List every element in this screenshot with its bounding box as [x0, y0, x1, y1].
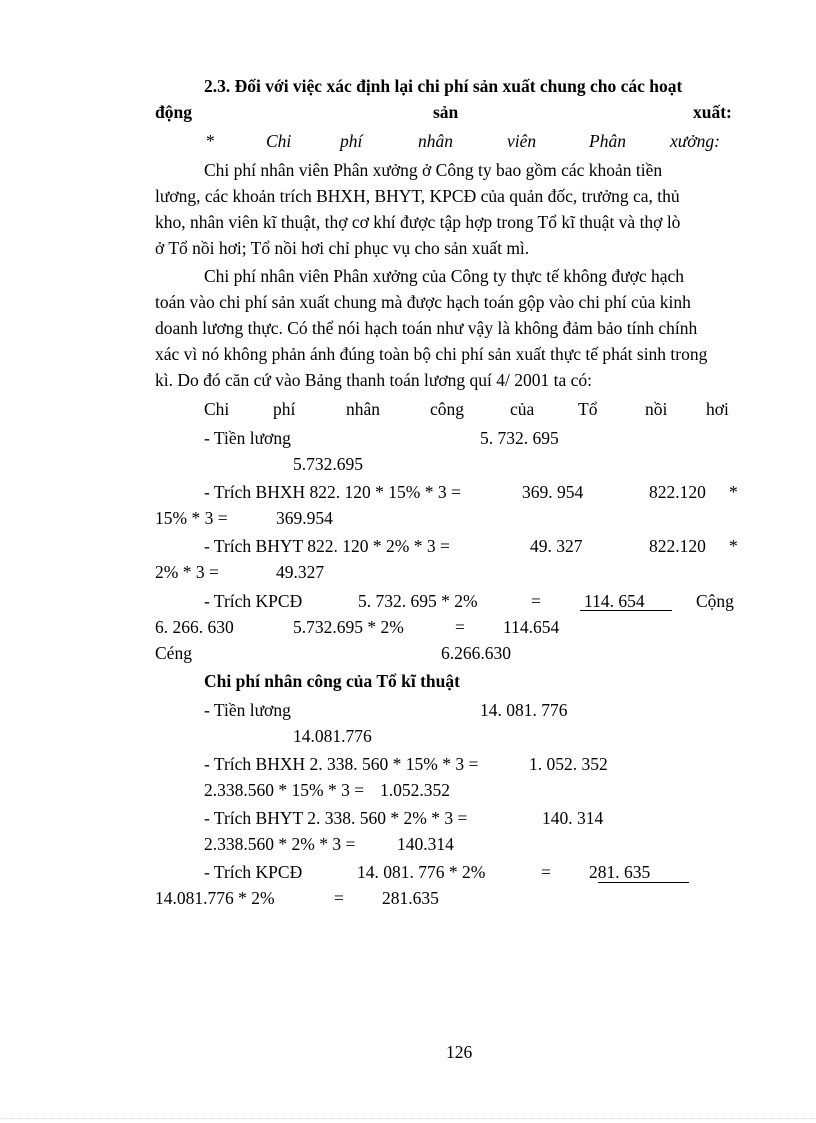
boiler-bhxh-dup-b: 15% * 3 = [155, 508, 228, 528]
section-heading-word: xuất: [693, 102, 732, 122]
boiler-kpcd-dup-eq: = [455, 617, 465, 637]
boiler-wage-label: - Tiền lương [204, 428, 291, 448]
section-heading: 2.3. Đối với việc xác định lại chi phí sản xuất chung cho các hoạt [204, 76, 683, 96]
paragraph-line: kho, nhân viên kĩ thuật, thợ cơ khí được tập hợp trong Tổ kĩ thuật và thợ lò [155, 212, 681, 232]
boiler-title-word: Tổ [578, 399, 598, 419]
boiler-total-dup-label: Céng [155, 643, 192, 663]
paragraph-line: toán vào chi phí sản xuất chung mà được hạch toán gộp vào chi phí của kinh [155, 292, 691, 312]
boiler-total-label: Cộng [696, 591, 734, 611]
subheading-word: phí [340, 131, 363, 151]
paragraph-line: doanh lương thực. Có thể nói hạch toán như vậy là không đảm bảo tính chính [155, 318, 698, 338]
tech-bhxh-dup-val: 1.052.352 [380, 780, 450, 800]
bullet-star: * [206, 131, 215, 151]
boiler-title-word: công [430, 399, 465, 419]
subheading-word: xưởng: [670, 131, 720, 151]
boiler-title-word: hơi [706, 399, 729, 419]
paragraph-line: ở Tổ nồi hơi; Tổ nồi hơi chỉ phục vụ cho sản xuất mì. [155, 238, 530, 258]
boiler-title-word: phí [273, 399, 296, 419]
paragraph-line: Chi phí nhân viên Phân xưởng ở Công ty bao gồm các khoản tiền [204, 160, 663, 180]
tech-wage-value-dup: 14.081.776 [293, 726, 372, 746]
paragraph-line: Chi phí nhân viên Phân xưởng của Công ty thực tế không được hạch [204, 266, 685, 286]
tech-bhxh-dup: 2.338.560 * 15% * 3 = [204, 780, 365, 800]
tech-kpcd-formula: 14. 081. 776 * 2% [357, 862, 486, 882]
boiler-wage-value: 5. 732. 695 [480, 428, 559, 448]
tech-kpcd-dup-val: 281.635 [382, 888, 439, 908]
tech-kpcd-dup: 14.081.776 * 2% [155, 888, 275, 908]
boiler-bhxh-dup-star: * [729, 482, 738, 502]
boiler-title-word: nhân [346, 399, 381, 419]
boiler-bhyt-dup-star: * [729, 536, 738, 556]
page-bottom-border [0, 1118, 816, 1119]
subheading-word: viên [507, 131, 537, 151]
boiler-bhyt-label: - Trích BHYT 822. 120 * 2% * 3 = [204, 536, 450, 556]
boiler-wage-value-dup: 5.732.695 [293, 454, 363, 474]
tech-kpcd-value: 281. 635 [589, 862, 651, 882]
tech-kpcd-dup-eq: = [334, 888, 344, 908]
boiler-kpcd-dup-formula: 5.732.695 * 2% [293, 617, 404, 637]
tech-bhyt-value: 140. 314 [542, 808, 604, 828]
boiler-kpcd-formula: 5. 732. 695 * 2% [358, 591, 478, 611]
page-number: 126 [446, 1042, 473, 1062]
boiler-total-value: 6. 266. 630 [155, 617, 234, 637]
tech-bhxh-value: 1. 052. 352 [529, 754, 608, 774]
subheading-word: nhân [418, 131, 453, 151]
paragraph-line: kì. Do đó căn cứ vào Bảng thanh toán lương quí 4/ 2001 ta có: [155, 370, 592, 390]
boiler-bhyt-dup-val: 49.327 [276, 562, 325, 582]
boiler-bhyt-dup-b: 2% * 3 = [155, 562, 219, 582]
tech-wage-value: 14. 081. 776 [480, 700, 568, 720]
boiler-title-word: nồi [645, 399, 668, 419]
tech-bhxh-label: - Trích BHXH 2. 338. 560 * 15% * 3 = [204, 754, 479, 774]
boiler-bhxh-dup-val: 369.954 [276, 508, 333, 528]
boiler-bhxh-label: - Trích BHXH 822. 120 * 15% * 3 = [204, 482, 461, 502]
boiler-total-dup-value: 6.266.630 [441, 643, 511, 663]
tech-kpcd-label: - Trích KPCĐ [204, 862, 303, 882]
boiler-kpcd-eq: = [531, 591, 541, 611]
tech-bhyt-dup: 2.338.560 * 2% * 3 = [204, 834, 356, 854]
boiler-kpcd-dup-val: 114.654 [503, 617, 560, 637]
boiler-title-word: của [510, 399, 535, 419]
subheading-word: Chi [266, 131, 292, 151]
boiler-kpcd-underline [580, 610, 672, 611]
boiler-title-word: Chi [204, 399, 230, 419]
section-heading-word: động [155, 102, 192, 122]
boiler-bhxh-dup-a: 822.120 [649, 482, 706, 502]
boiler-bhxh-value: 369. 954 [522, 482, 584, 502]
boiler-bhyt-value: 49. 327 [530, 536, 583, 556]
tech-title: Chi phí nhân công của Tổ kĩ thuật [204, 671, 460, 691]
tech-bhyt-dup-val: 140.314 [397, 834, 454, 854]
paragraph-line: lương, các khoản trích BHXH, BHYT, KPCĐ của quản đốc, trưởng ca, thủ [155, 186, 680, 206]
paragraph-line: xác vì nó không phản ánh đúng toàn bộ chi phí sản xuất thực tế phát sinh trong [155, 344, 708, 364]
subheading-word: Phân [589, 131, 626, 151]
boiler-kpcd-value: 114. 654 [584, 591, 645, 611]
tech-wage-label: - Tiền lương [204, 700, 291, 720]
tech-kpcd-underline [598, 882, 689, 883]
boiler-bhyt-dup-a: 822.120 [649, 536, 706, 556]
tech-bhyt-label: - Trích BHYT 2. 338. 560 * 2% * 3 = [204, 808, 468, 828]
boiler-kpcd-label: - Trích KPCĐ [204, 591, 303, 611]
tech-kpcd-eq: = [541, 862, 551, 882]
section-heading-word: sản [433, 102, 459, 122]
